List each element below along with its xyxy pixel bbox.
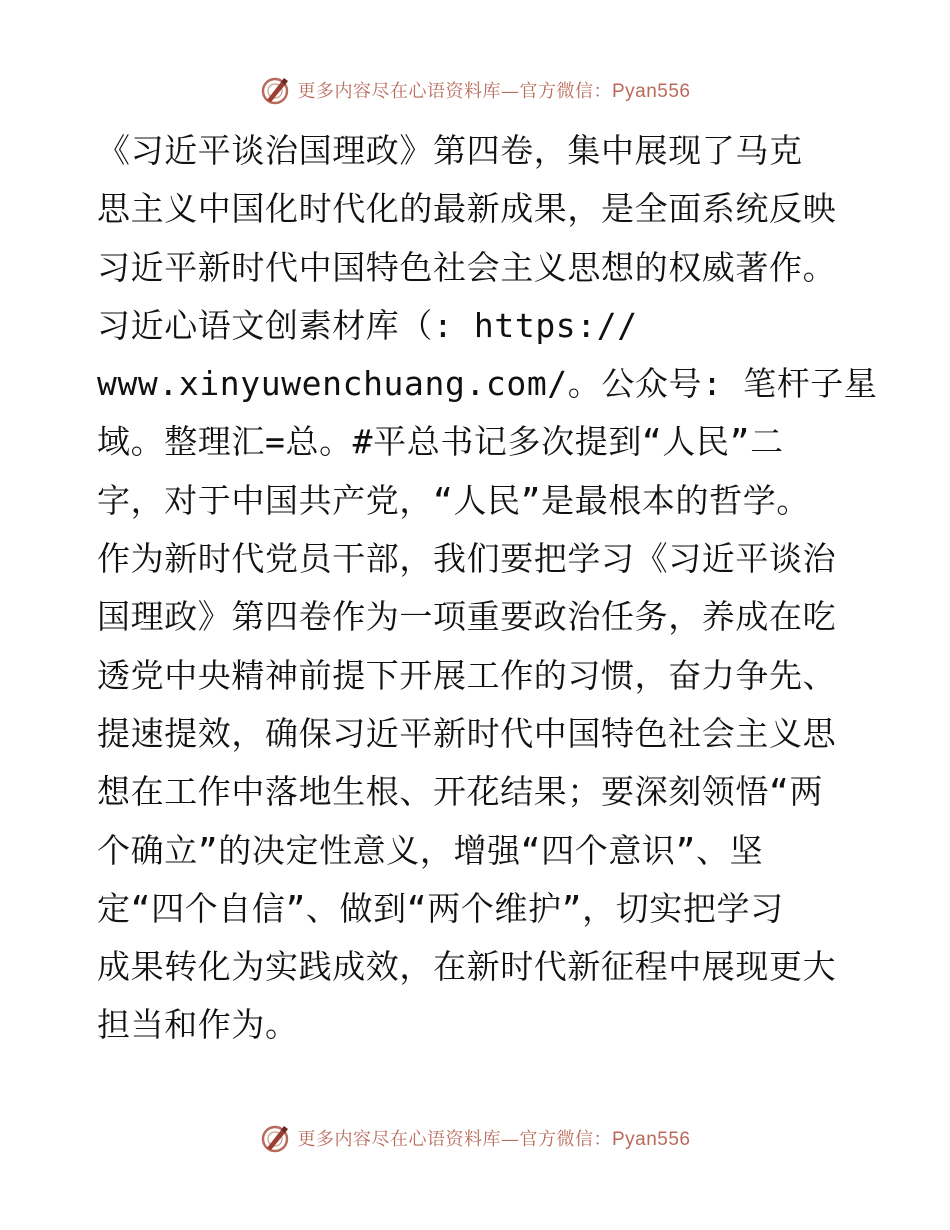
pen-circle-logo-icon (259, 1122, 291, 1154)
body-text-line: 思主义中国化时代化的最新成果，是全面系统反映 (97, 189, 837, 229)
body-text-line: 透党中央精神前提下开展工作的习惯，奋力争先、 (97, 655, 837, 695)
body-text-line: 《习近平谈治国理政》第四卷，集中展现了马克 (97, 131, 803, 170)
body-text-line: 作为新时代党员干部，我们要把学习《习近平谈治 (97, 539, 837, 579)
body-text-line: www.xinyuwenchuang.com/。公众号: 笔杆子星 (97, 364, 878, 404)
watermark-text: 更多内容尽在心语资料库—官方微信：Pyan556 (297, 81, 691, 102)
body-text-line: 个确立”的决定性意义，增强“四个意识”、坚 (97, 830, 764, 870)
body-text-line: 提速提效，确保习近平新时代中国特色社会主义思 (97, 713, 837, 753)
body-text-line: 国理政》第四卷作为一项重要政治任务，养成在吃 (97, 597, 837, 637)
body-text-line: 字，对于中国共产党，“人民”是最根本的哲学。 (97, 480, 810, 520)
body-text-line: 习近心语文创素材库（: https:// (97, 305, 638, 345)
header-watermark-banner (0, 70, 950, 110)
body-text-line: 域。整理汇=总。#平总书记多次提到“人民”二 (97, 422, 784, 462)
body-text-line: 习近平新时代中国特色社会主义思想的权威著作。 (97, 247, 837, 287)
pen-circle-logo-icon (259, 74, 291, 106)
body-text-line: 担当和作为。 (97, 1005, 299, 1045)
document-body (97, 122, 878, 1055)
body-text-line: 成果转化为实践成效，在新时代新征程中展现更大 (97, 947, 837, 987)
watermark-text: 更多内容尽在心语资料库—官方微信：Pyan556 (297, 1129, 691, 1150)
body-text-line: 想在工作中落地生根、开花结果；要深刻领悟“两 (97, 772, 824, 812)
footer-watermark-banner (0, 1118, 950, 1158)
body-text-line: 定“四个自信”、做到“两个维护”，切实把学习 (97, 888, 784, 928)
